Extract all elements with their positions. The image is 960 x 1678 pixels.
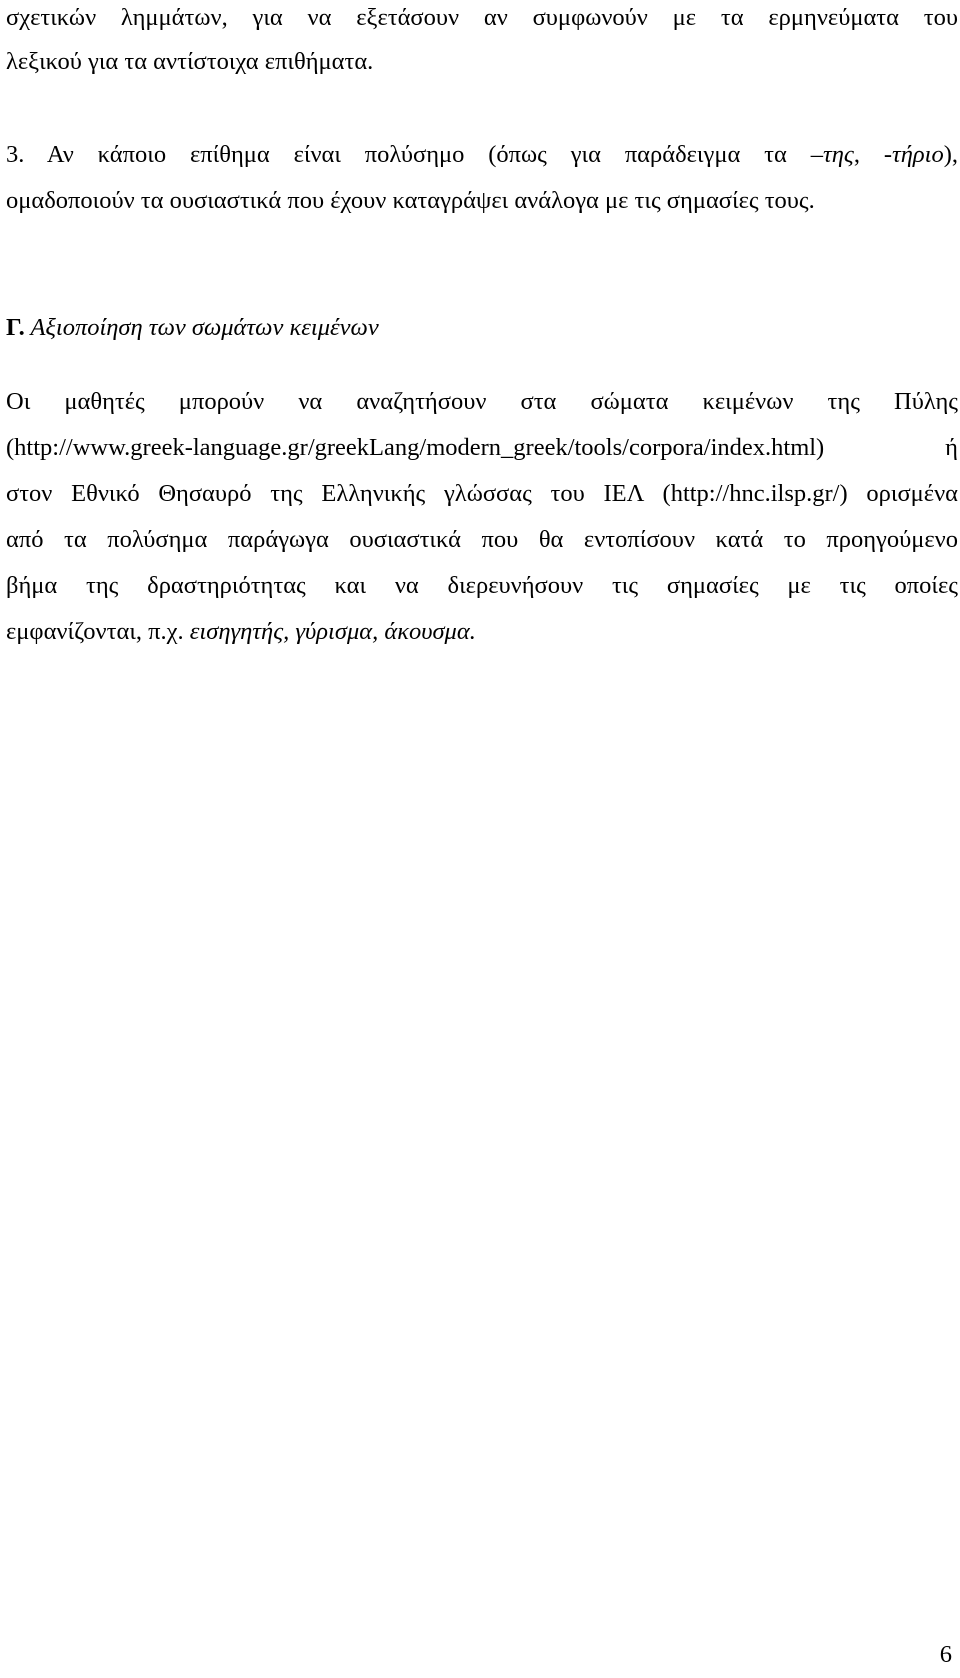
paragraph-line: ομαδοποιούν τα ουσιαστικά που έχουν καταγράψει ανάλογα με τις σημασίες τους. xyxy=(6,187,815,214)
paragraph-line: Οι μαθητές μπορούν να αναζητήσουν στα σώματα κειμένων της Πύλης xyxy=(6,388,958,415)
section-marker: Γ. xyxy=(6,314,25,341)
paragraph-line: (http://www.greek-language.gr/greekLang/modern_greek/tools/corpora/index.html) ή xyxy=(6,434,958,461)
paragraph-line xyxy=(6,617,958,647)
paragraph-line: λεξικού για τα αντίστοιχα επιθήματα. xyxy=(6,48,374,75)
list-item-text: 3. Αν κάποιο επίθημα είναι πολύσημο (όπως για παράδειγμα τα xyxy=(6,141,811,168)
section-title: Αξιοποίηση των σωμάτων κειμένων xyxy=(30,314,379,341)
suffix-example: -τήριο xyxy=(883,141,944,168)
paragraph-text: εμφανίζονται, π.χ. xyxy=(6,618,190,645)
suffix-example: –της xyxy=(810,141,854,168)
example-words: εισηγητής, γύρισμα, άκουσμα. xyxy=(189,618,476,645)
separator-text: , xyxy=(853,141,884,168)
paragraph-line: σχετικών λημμάτων, για να εξετάσουν αν συμφωνούν με τα ερμηνεύματα του xyxy=(6,4,958,31)
list-item-3-line xyxy=(6,140,958,170)
closing-text: ), xyxy=(943,141,959,168)
section-heading xyxy=(6,313,958,343)
paragraph-line: στον Εθνικό Θησαυρό της Ελληνικής γλώσσας του ΙΕΛ (http://hnc.ilsp.gr/) ορισμένα xyxy=(6,480,958,507)
paragraph-line: από τα πολύσημα παράγωγα ουσιαστικά που θα εντοπίσουν κατά το προηγούμενο xyxy=(6,526,958,553)
paragraph-line: βήμα της δραστηριότητας και να διερευνήσουν τις σημασίες με τις οποίες xyxy=(6,572,958,599)
page-number: 6 xyxy=(939,1641,952,1668)
